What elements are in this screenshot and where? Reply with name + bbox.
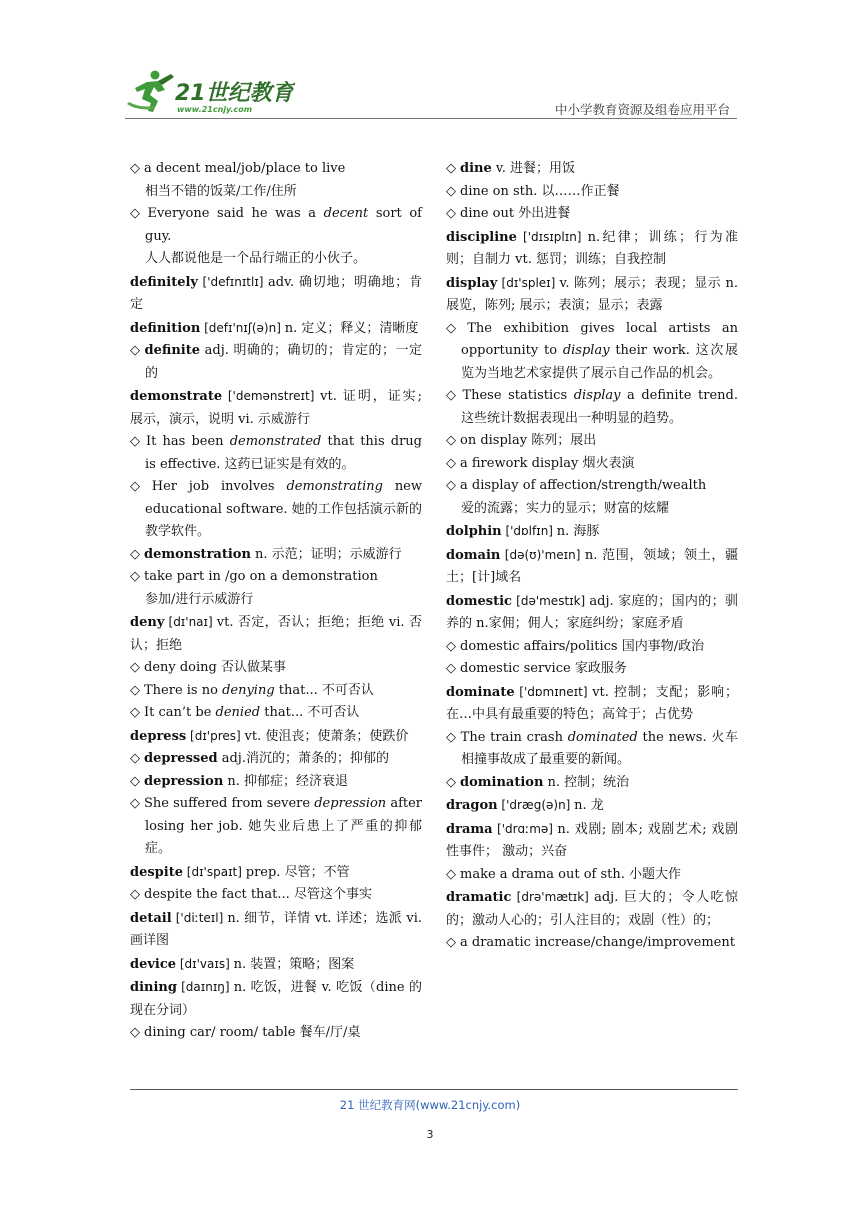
entry-text: deny doing 否认做某事 [144, 660, 286, 675]
example-entry [446, 453, 738, 476]
entry-text: n. 戏剧; 剧本; 戏剧艺术; 戏剧性事件； 激动；兴奋 [446, 821, 738, 859]
headword: definite [144, 343, 200, 358]
word-entry [130, 271, 422, 317]
italic-keyword: demonstrated [229, 434, 322, 449]
entry-text: n.纪律；训练；行为准则；自制力 vt. 惩罚；训练；自我控制 [446, 229, 738, 267]
phonetic: ['defɪnɪtlɪ] [197, 274, 269, 289]
footer-site-link[interactable]: 21 世纪教育网(www.21cnjy.com) [339, 1098, 521, 1112]
entry-text: on display 陈列；展出 [460, 433, 597, 448]
diamond-bullet-icon: ◇ [446, 320, 464, 336]
example-entry [446, 864, 738, 887]
italic-keyword: display [573, 388, 621, 403]
diamond-bullet-icon: ◇ [446, 935, 456, 950]
diamond-bullet-icon: ◇ [130, 660, 140, 675]
word-entry [130, 385, 422, 431]
entry-text: adj. 家庭的；国内的；驯养的 n.家佣；佣人；家庭纠纷；家庭矛盾 [446, 593, 738, 631]
diamond-bullet-icon: ◇ [446, 661, 456, 676]
word-entry [446, 886, 738, 932]
entry-text: She suffered from severe [144, 796, 315, 811]
word-entry [446, 226, 738, 272]
entry-text: These statistics [462, 388, 574, 403]
phonetic: ['drɑːmə] [492, 821, 558, 836]
italic-keyword: dominated [567, 729, 638, 745]
word-entry [446, 272, 738, 318]
italic-keyword: depression [314, 796, 387, 811]
left-column [130, 158, 422, 1045]
entry-text: It has been [146, 434, 230, 449]
diamond-bullet-icon: ◇ [130, 569, 140, 584]
italic-keyword: denied [215, 705, 261, 720]
entry-text: adj.消沉的；萧条的；抑郁的 [217, 751, 389, 766]
example-entry [446, 385, 738, 430]
entry-text: the news. 火车相撞事故成了最重要的新闻。 [461, 729, 738, 767]
example-entry [130, 476, 422, 544]
diamond-bullet-icon: ◇ [446, 774, 456, 790]
diamond-bullet-icon: ◇ [130, 479, 148, 494]
example-entry [446, 772, 738, 795]
right-column [446, 158, 738, 955]
headword: definition [130, 320, 201, 336]
word-entry [446, 520, 738, 544]
example-entry [130, 748, 422, 771]
headword: demonstrate [130, 389, 223, 404]
word-entry [446, 681, 738, 727]
italic-keyword: demonstrating [286, 479, 383, 494]
diamond-bullet-icon: ◇ [446, 729, 457, 745]
entry-text: n. 定义；释义；清晰度 [284, 320, 419, 336]
entry-text: after losing her job. 她失业后患上了严重的抑郁症。 [145, 796, 423, 856]
example-entry [446, 430, 738, 453]
entry-text: It can’t be [144, 705, 216, 720]
word-entry [130, 907, 422, 953]
example-entry [446, 203, 738, 226]
phonetic: ['diːteɪl] [171, 910, 228, 925]
diamond-bullet-icon: ◇ [130, 887, 140, 902]
entry-text: new educational software. 她的工作包括演示新的教学软件。 [145, 479, 423, 539]
word-entry [130, 953, 422, 977]
phonetic: ['demənstreɪt] [222, 389, 321, 403]
word-entry [130, 317, 422, 341]
phonetic: ['dɒlfɪn] [501, 524, 557, 538]
phonetic: [də(ʊ)'meɪn] [500, 547, 585, 562]
example-entry [130, 680, 422, 703]
entry-text: take part in /go on a demonstration [144, 569, 378, 584]
entry-text: domestic affairs/politics 国内事物/政治 [460, 638, 705, 654]
phonetic: [dɪ'pres] [186, 728, 245, 743]
entry-text: adv. 确切地；明确地；肯定 [130, 274, 422, 312]
entry-text: adj. 巨大的；令人吃惊的；激动人心的；引人注目的；戏剧（性）的； [446, 890, 739, 928]
headword: device [130, 956, 177, 972]
platform-name: 中小学教育资源及组卷应用平台 [554, 102, 730, 117]
entry-text: The exhibition gives local artists an opportunity to [461, 320, 738, 358]
entry-text: vt. 控制；支配；影响；在…中具有最重要的特色；高耸于；占优势 [446, 684, 738, 722]
word-entry [130, 861, 422, 885]
entry-text: their work. 这次展览为当地艺术家提供了展示自己作品的机会。 [461, 343, 738, 381]
header-divider [125, 118, 737, 119]
diamond-bullet-icon: ◇ [130, 343, 141, 358]
headword: drama [446, 821, 493, 837]
logo-text: 21世纪教育 [175, 81, 294, 106]
entry-text: 爱的流露；实力的显示；财富的炫耀 [461, 500, 670, 516]
entry-text: n. 装置；策略；图案 [233, 956, 355, 972]
phonetic: [dɪ'naɪ] [164, 615, 217, 629]
entry-text: vt. 证明，证实; 展示，演示，说明 vi. 示威游行 [130, 389, 422, 427]
headword: dine [460, 161, 492, 176]
entry-text: n. 范围，领域；领土，疆土；[计]域名 [446, 547, 739, 585]
headword: discipline [446, 229, 517, 245]
diamond-bullet-icon: ◇ [446, 206, 456, 221]
entry-text: that... 不可否认 [260, 705, 360, 720]
entry-text: a definite trend. 这些统计数据表现出一种明显的趋势。 [461, 388, 738, 426]
entry-text: n. 海豚 [556, 524, 600, 539]
example-entry [130, 431, 422, 476]
italic-keyword: denying [222, 682, 275, 698]
page-number: 3 [426, 1128, 434, 1141]
entry-text: a decent meal/job/place to live [144, 161, 346, 176]
headword: despite [130, 864, 183, 880]
entry-text: a display of affection/strength/wealth [460, 478, 707, 493]
headword: demonstration [144, 546, 251, 562]
footer-divider [130, 1089, 738, 1090]
entry-text: 参加/进行示威游行 [145, 591, 254, 607]
entry-text: 相当不错的饭菜/工作/住所 [145, 183, 297, 199]
entry-text: v. 陈列；展示；表现；显示 n. 展览，陈列; 展示；表演；显示；表露 [446, 275, 738, 313]
headword: dining [130, 980, 177, 995]
word-entry [446, 590, 738, 636]
headword: definitely [130, 274, 198, 290]
entry-text: n. 示范；证明；示威游行 [250, 546, 402, 562]
entry-text: n. 抑郁症；经济衰退 [223, 773, 349, 789]
example-entry [130, 657, 422, 680]
diamond-bullet-icon: ◇ [130, 1025, 140, 1040]
example-entry [130, 884, 422, 907]
diamond-bullet-icon: ◇ [446, 388, 459, 403]
headword: display [446, 275, 498, 291]
diamond-bullet-icon: ◇ [130, 796, 141, 811]
italic-keyword: decent [323, 206, 369, 221]
diamond-bullet-icon: ◇ [446, 478, 456, 493]
headword: detail [130, 910, 172, 926]
example-entry [446, 158, 738, 181]
headword: dominate [446, 684, 515, 700]
headword: depression [144, 773, 224, 789]
logo-21cnjy-icon [125, 68, 295, 118]
example-entry [446, 727, 738, 772]
phonetic: [dɪ'vaɪs] [176, 956, 234, 971]
italic-keyword: display [562, 343, 610, 358]
entry-text: prep. 尽管；不管 [245, 864, 350, 880]
headword: dragon [446, 798, 498, 813]
entry-text: dining car/ room/ table 餐车/厅/桌 [144, 1025, 361, 1040]
diamond-bullet-icon: ◇ [130, 682, 140, 698]
diamond-bullet-icon: ◇ [130, 773, 140, 789]
headword: depress [130, 728, 187, 744]
entry-text: Her job involves [151, 479, 287, 494]
example-entry [130, 771, 422, 794]
phonetic: ['dɒmɪneɪt] [514, 684, 593, 699]
entry-text: There is no [144, 682, 223, 698]
word-entry [130, 976, 422, 1022]
example-entry [446, 475, 738, 520]
headword: dolphin [446, 524, 502, 539]
entry-text: n. 吃饭，进餐 v. 吃饭（dine 的现在分词） [130, 980, 423, 1018]
example-entry [130, 544, 422, 567]
headword: dramatic [446, 890, 512, 905]
example-entry [446, 181, 738, 204]
page-header [0, 0, 860, 120]
diamond-bullet-icon: ◇ [446, 638, 456, 654]
entry-text: 人人都说他是一个品行端正的小伙子。 [145, 251, 367, 266]
diamond-bullet-icon: ◇ [130, 705, 140, 720]
headword: domain [446, 547, 501, 563]
diamond-bullet-icon: ◇ [446, 183, 456, 199]
entry-text: The train crash [460, 729, 568, 745]
example-entry [130, 158, 422, 203]
headword: depressed [144, 751, 218, 766]
headword: deny [130, 615, 165, 630]
word-entry [130, 725, 422, 749]
example-entry [130, 340, 422, 385]
example-entry [446, 636, 738, 659]
phonetic: [drə'mætɪk] [511, 890, 595, 904]
word-entry [446, 794, 738, 818]
entry-text: that this drug is effective. 这药已证实是有效的。 [145, 434, 423, 472]
example-entry [446, 318, 738, 386]
entry-text: n. 控制；统治 [543, 774, 630, 790]
entry-text: a dramatic increase/change/improvement [460, 935, 735, 950]
diamond-bullet-icon: ◇ [446, 161, 456, 176]
entry-text: Everyone said he was a [147, 206, 324, 221]
phonetic: [defɪ'nɪʃ(ə)n] [200, 320, 285, 335]
diamond-bullet-icon: ◇ [130, 751, 140, 766]
word-entry [446, 544, 738, 590]
entry-text: make a drama out of sth. 小题大作 [460, 866, 682, 882]
example-entry [130, 566, 422, 611]
entry-text: a firework display 烟火表演 [460, 455, 635, 471]
example-entry [446, 658, 738, 681]
entry-text: that... 不可否认 [274, 682, 374, 698]
phonetic: [dɪ'spleɪ] [497, 275, 560, 290]
entry-text: n. 龙 [574, 798, 604, 813]
entry-text: adj. 明确的；确切的；肯定的；一定的 [145, 343, 422, 381]
diamond-bullet-icon: ◇ [446, 433, 456, 448]
word-entry [446, 818, 738, 864]
phonetic: ['dɪsɪplɪn] [516, 229, 588, 244]
example-entry [130, 203, 422, 271]
entry-text: dine on sth. 以……作正餐 [460, 183, 620, 199]
entry-text: n. 细节，详情 vt. 详述；选派 vi. 画详图 [130, 910, 422, 948]
diamond-bullet-icon: ◇ [130, 434, 143, 449]
example-entry [130, 793, 422, 861]
entry-text: despite the fact that... 尽管这个事实 [144, 887, 372, 902]
example-entry [130, 702, 422, 725]
entry-text: domestic service 家政服务 [460, 661, 627, 676]
diamond-bullet-icon: ◇ [446, 455, 456, 471]
example-entry [130, 1022, 422, 1045]
entry-text: vt. 否定，否认；拒绝；拒绝 vi. 否认；拒绝 [130, 615, 422, 653]
word-entry [130, 611, 422, 657]
diamond-bullet-icon: ◇ [130, 546, 140, 562]
diamond-bullet-icon: ◇ [446, 866, 456, 882]
entry-text: dine out 外出进餐 [460, 206, 571, 221]
headword: domestic [446, 593, 512, 609]
example-entry [446, 932, 738, 955]
logo-url: www.21cnjy.com [177, 105, 253, 114]
entry-text: v. 进餐；用饭 [491, 161, 575, 176]
phonetic: [də'mestɪk] [511, 593, 590, 608]
entry-text: vt. 使沮丧；使萧条；使跌价 [244, 728, 409, 744]
diamond-bullet-icon: ◇ [130, 161, 140, 176]
phonetic: [daɪnɪŋ] [176, 980, 234, 994]
phonetic: [dɪ'spaɪt] [182, 864, 246, 879]
headword: domination [460, 774, 544, 790]
diamond-bullet-icon: ◇ [130, 206, 144, 221]
phonetic: ['dræg(ə)n] [497, 798, 575, 812]
entry-text: sort of guy. [145, 206, 422, 244]
